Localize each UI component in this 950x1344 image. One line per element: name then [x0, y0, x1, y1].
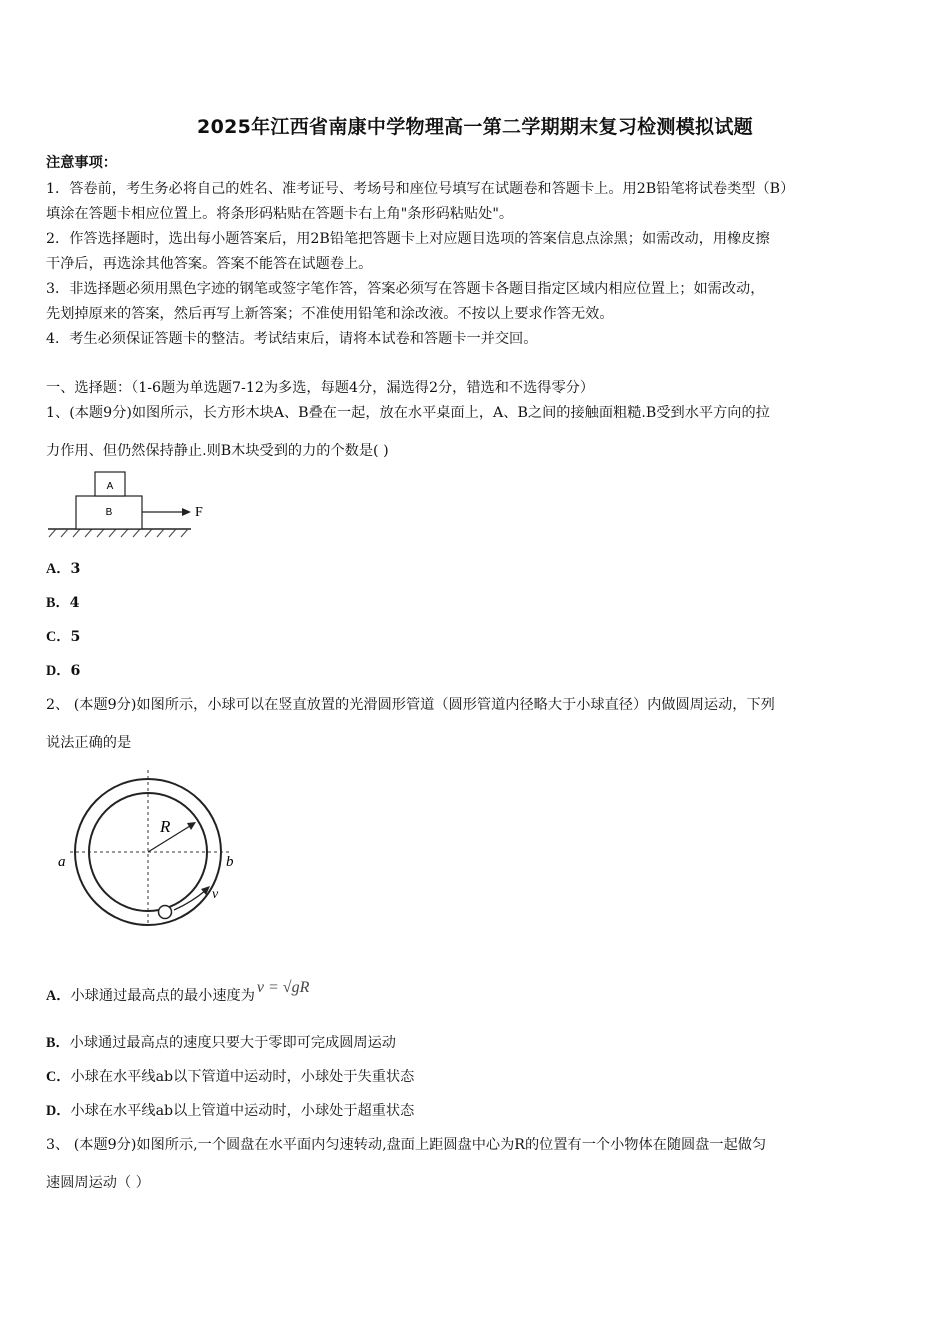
notice-heading: 注意事项： — [46, 155, 117, 171]
section-heading: 一、选择题：（1-6题为单选题7-12为多选，每题4分，漏选得2分，错选和不选得零分） — [46, 380, 595, 396]
option-text: 5 — [70, 629, 81, 645]
point-a-label: a — [58, 854, 66, 870]
notice-line: 3．非选择题必须用黑色字迹的钢笔或签字笔作答，答案必须写在答题卡各题目指定区域内相应位置上；如需改动， — [46, 281, 765, 297]
velocity-label: v — [212, 887, 219, 902]
notice-line: 2．作答选择题时，选出每小题答案后，用2B铅笔把答题卡上对应题目选项的答案信息点涂黑；如需改动，用橡皮擦 — [46, 231, 770, 247]
q1-option-d[interactable] — [46, 660, 80, 680]
q1-stem-line2: 力作用、但仍然保持静止.则B木块受到的力的个数是( ) — [46, 443, 389, 459]
option-label: A． — [46, 561, 71, 577]
option-label: B． — [46, 595, 70, 611]
radius-label: R — [160, 817, 171, 836]
page-title: 2025年江西省南康中学物理高一第二学期期末复习检测模拟试题 — [197, 116, 753, 138]
notice-line: 4．考生必须保证答题卡的整洁。考试结束后，请将本试卷和答题卡一并交回。 — [46, 331, 538, 347]
option-text: 3 — [70, 561, 81, 577]
q1-stem-line1: 1、(本题9分)如图所示，长方形木块A、B叠在一起，放在水平桌面上，A、B之间的接触面粗糙.B受到水平方向的拉 — [46, 405, 770, 421]
q1-option-a[interactable] — [46, 558, 80, 578]
q3-stem-line2: 速圆周运动（ ） — [46, 1175, 150, 1191]
option-label: D． — [46, 1103, 71, 1119]
option-label: D． — [46, 663, 71, 679]
q1-blocks-figure — [46, 468, 216, 540]
block-a-label: A — [106, 481, 114, 492]
formula: v = √gR — [256, 979, 310, 996]
q2-option-b[interactable] — [46, 1032, 396, 1052]
q2-ring-figure — [54, 768, 244, 928]
q2-option-a[interactable] — [46, 979, 310, 1005]
option-text: 小球通过最高点的速度只要大于零即可完成圆周运动 — [69, 1035, 396, 1051]
q2-option-d[interactable] — [46, 1100, 414, 1120]
q2-stem-line2: 说法正确的是 — [46, 735, 132, 751]
option-label: C． — [46, 1069, 71, 1085]
option-text: 小球在水平线ab以上管道中运动时，小球处于超重状态 — [70, 1103, 415, 1119]
point-b-label: b — [226, 854, 234, 870]
force-label: F — [195, 505, 203, 520]
block-b-label: B — [105, 507, 113, 518]
q1-option-c[interactable] — [46, 626, 80, 646]
option-label: C． — [46, 629, 71, 645]
notice-line: 干净后，再选涂其他答案。答案不能答在试题卷上。 — [46, 256, 373, 272]
option-text: 小球通过最高点的最小速度为 — [70, 988, 255, 1004]
option-text: 4 — [69, 595, 80, 611]
notice-line: 1．答卷前，考生务必将自己的姓名、准考证号、考场号和座位号填写在试题卷和答题卡上。用2B铅笔将试卷类型（B） — [46, 181, 795, 197]
q1-option-b[interactable] — [46, 592, 80, 612]
q2-stem-line1: 2、 (本题9分)如图所示，小球可以在竖直放置的光滑圆形管道（圆形管道内径略大于小球直径）内做圆周运动，下列 — [46, 697, 775, 713]
ball — [159, 906, 172, 919]
option-text: 6 — [70, 663, 81, 679]
option-text: 小球在水平线ab以下管道中运动时，小球处于失重状态 — [70, 1069, 415, 1085]
option-label: B． — [46, 1035, 70, 1051]
option-label: A． — [46, 988, 71, 1004]
notice-line: 先划掉原来的答案，然后再写上新答案；不准使用铅笔和涂改液。不按以上要求作答无效。 — [46, 306, 614, 322]
notice-line: 填涂在答题卡相应位置上。将条形码粘贴在答题卡右上角"条形码粘贴处"。 — [46, 206, 514, 222]
q2-option-c[interactable] — [46, 1066, 414, 1086]
q3-stem-line1: 3、 (本题9分)如图所示,一个圆盘在水平面内匀速转动,盘面上距圆盘中心为R的位置有一个小物体在随圆盘一起做匀 — [46, 1137, 767, 1153]
